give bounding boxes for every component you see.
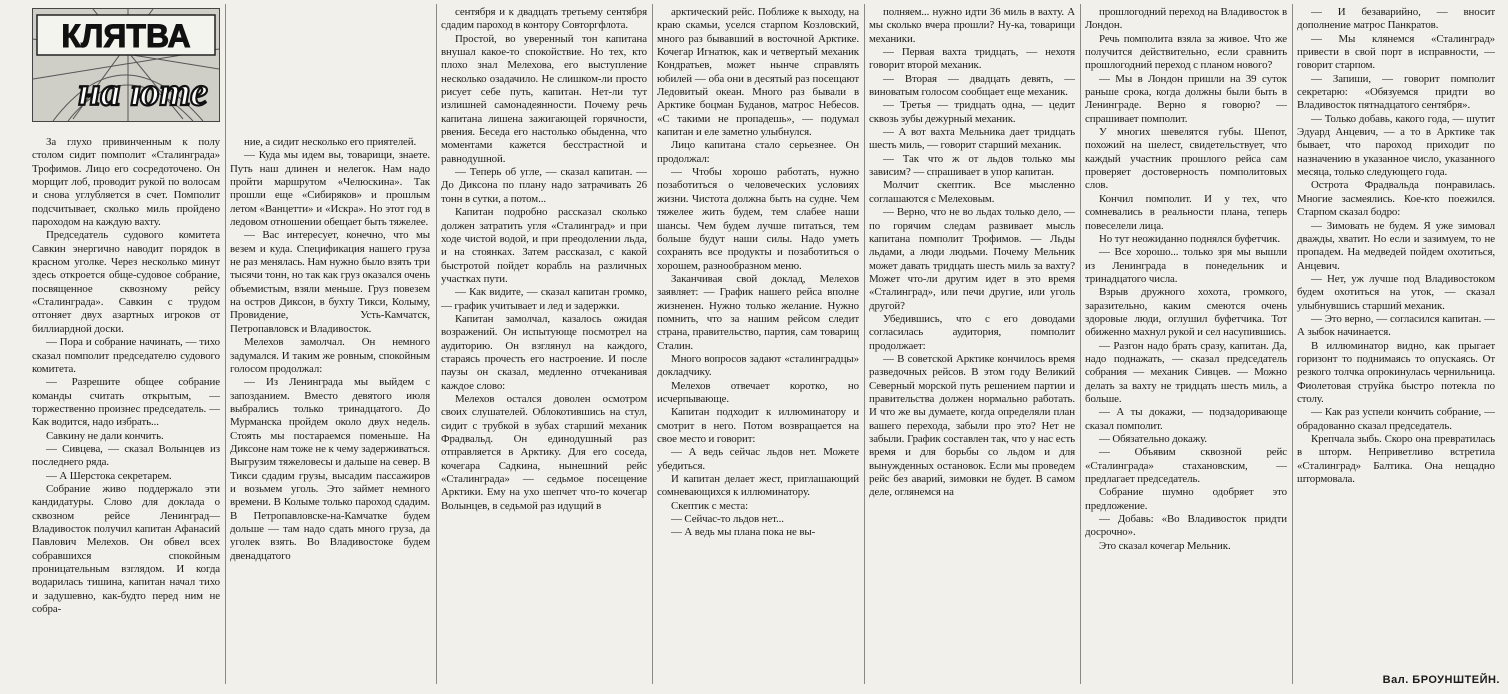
paragraph: — Сейчас-то льдов нет...: [671, 513, 784, 526]
article-column-2: [230, 136, 430, 680]
paragraph: — Мы клянемся «Сталинград» привести в свой порт в исправности, — говорит старпом.: [1297, 32, 1495, 72]
paragraph: Мелехов замолчал. Он немного задумался. И таким же ровным, спокойным голосом продолжал:: [230, 336, 430, 375]
paragraph: — Из Ленинграда мы выйдем с запозданием. Вместо девятого июля выбрались только тринадцатого. До Мурманска пройдем около двух недель. Стоять мы постараемся поменьше. На Диксоне нам тоже не к чему задерживаться. Выгрузим тяжеловесы и дальше на север. В Тикси сдадим грузы, высадим пассажиров и возьмем уголь. Это займет немного времени. В Колыме только пароход сдадим. В Петропавловске-на-Камчатке будем дольше — там надо сдать много груза, да уголек взять. Во Владивостоке будем двенадцатого: [230, 376, 430, 562]
paragraph: Капитан подходит к иллюминатору и смотрит в него. Потом возвращается на свое место и говорит:: [657, 406, 859, 445]
paragraph: — А ведь мы плана пока не вы-: [671, 526, 816, 539]
paragraph: Мелехов отвечает коротко, но исчерпывающе.: [657, 379, 859, 405]
paragraph: Речь помполита взяла за живое. Что же получится действительно, если сравнить прошлогодний переход с планом нового?: [1085, 32, 1287, 72]
paragraph: — Мы в Лондон пришли на 39 суток раньше срока, когда должны были быть в Ленинграде. Верно я говорю? — спрашивает помполит.: [1085, 72, 1287, 125]
paragraph: Капитан замолчал, казалось ожидая возражений. Он испытующе посмотрел на аудиторию. Он взглянул на каждого, стараясь прочесть его настроение. И после паузы он сказал, медленно отчеканивая каждое слово:: [441, 312, 647, 392]
paragraph: Много вопросов задают «сталинградцы» докладчику.: [657, 352, 859, 379]
paragraph: — Только добавь, какого года, — шутит Эдуард Анцевич, — а то в Арктике так бывает, что пароход приходит по назначению в указанное число, указанного месяца, только следующего года.: [1297, 112, 1495, 179]
paragraph: — Разрешите общее собрание команды считать открытым, — торжественно произнес председатель. — Как водится, надо избрать...: [32, 376, 220, 429]
paragraph: — Все хорошо... только зря мы вышли из Ленинграда в понедельник и тринадцатого числа.: [1085, 246, 1287, 285]
paragraph: — Вас интересует, конечно, что мы везем и куда. Спецификация нашего груза не раз менялась. Нам нужно было взять три тысячи тонн, но так как груз оказался очень объемистым, взяли меньше. Груз повезем на остров Диксон, в бухту Тикси, Колыму, Провидение, Усть-Камчатск, Петропавловск и Владивосток.: [230, 229, 430, 335]
paragraph: — Нет, уж лучше под Владивостоком будем охотиться на уток, — сказал улыбнувшись старший механик.: [1297, 272, 1495, 312]
paragraph: — Объявим сквозной рейс «Сталинграда» стахановским, — предлагает председатель.: [1085, 446, 1287, 486]
paragraph: Крепчала зыбь. Скоро она превратилась в шторм. Неприветливо встретила «Сталинград» Балтика. Она нещадно штормовала.: [1297, 433, 1495, 486]
paragraph: — Теперь об угле, — сказал капитан. — До Диксона по плану надо затрачивать 26 тонн в сутки, а потом...: [441, 166, 647, 205]
paragraph: Острота Фрадвальда понравилась. Многие засмеялись. Кое-кто поежился. Старпом сказал бодро:: [1297, 179, 1495, 219]
headline-subtitle: на юте: [78, 69, 208, 114]
paragraph: Собрание шумно одобряет это предложение.: [1085, 486, 1287, 512]
paragraph: сентября и к двадцать третьему сентября сдадим пароход в контору Совторгфлота.: [441, 6, 647, 32]
paragraph: — А вот вахта Мельника дает тридцать шесть миль, — говорит старший механик.: [869, 126, 1075, 152]
paragraph: — Зимовать не будем. Я уже зимовал дважды, хватит. Но если и зазимуем, то не пропадем. На медведей пойдем охотиться, Анцевич.: [1297, 219, 1495, 272]
headline-illustration: [33, 9, 219, 121]
paragraph: — Первая вахта тридцать, — нехотя говорит второй механик.: [869, 46, 1075, 72]
paragraph: Кончил помполит. И у тех, что сомневались в реальности плана, теперь повеселели лица.: [1085, 192, 1287, 232]
column-divider: [864, 4, 865, 684]
paragraph: — Вторая — двадцать девять, — виноватым голосом сообщает еще механик.: [869, 72, 1075, 99]
paragraph: — А ведь сейчас льдов нет. Можете убедиться.: [657, 446, 859, 472]
paragraph: Заканчивая свой доклад, Мелехов заявляет: — График нашего рейса вполне жизненен. Нужно только желание. Нужно помнить, что за нашим рейсом следит страна, правительство, партия, сам товарищ Сталин.: [657, 272, 859, 352]
paragraph: У многих шевелятся губы. Шепот, похожий на шелест, свидетельствует, что каждый участник прошлого рейса сам проверяет достоверность помполитовых слов.: [1085, 126, 1287, 192]
column-divider: [436, 4, 437, 684]
paragraph: — Верно, что не во льдах только дело, — по горячим следам развивает мысль капитана помполит Трофимов. — Льды льдами, а люди людьми. Почему Мельник может давать тридцать шесть миль за вахту? Может что-ли другим идет в это время «Сталинград», или печи другие, или уголь другой?: [869, 206, 1075, 312]
paragraph: — Куда мы идем вы, товарищи, знаете. Путь наш длинен и нелегок. Нам надо пройти маршрутом «Челюскина». Так прошли еще «Сибиряков» и прошлым летом «Ванцетти» и «Искра». Но этот год в ледовом отношении обещает быть тяжелее.: [230, 149, 430, 229]
paragraph: Молчит скептик. Все мысленно соглашаются с Мелеховым.: [869, 179, 1075, 205]
paragraph: — Как раз успели кончить собрание, — обрадованно сказал председатель.: [1297, 406, 1495, 432]
paragraph: — Третья — тридцать одна, — цедит сквозь зубы дежурный механик.: [869, 99, 1075, 125]
column-divider: [1292, 4, 1293, 684]
paragraph: арктический рейс. Поближе к выходу, на краю скамьи, уселся старпом Козловский, много раз бывавший в восточной Арктике. Кочегар Игнатюк, как и четвертый механик Кондратьев, может нынче справлять юбилей — оба они в десятый раз посещают Ледовитый океан. Много раз бывали в Арктике боцман Буданов, матрос Небесов. «С такими не пропадешь», — подумал капитан и еле заметно улыбнулся.: [657, 6, 859, 139]
paragraph: Собрание живо поддержало эти кандидатуры. Слово для доклада о сквозном рейсе Ленинград—Владивосток получил капитан Афанасий Павлович Мелехов. Он обвел всех собравшихся спокойным проницательным взглядом. И когда водарилась тишина, капитан начал тихо и задушевно, как-будто перед ним не собра-: [32, 482, 220, 616]
paragraph: — Обязательно докажу.: [1099, 433, 1208, 445]
paragraph: — Запиши, — говорит помполит секретарю: «Обязуемся придти во Владивосток пятнадцатого сентября».: [1297, 72, 1495, 112]
column-divider: [652, 4, 653, 684]
paragraph: Мелехов остался доволен осмотром своих слушателей. Облокотившись на стул, сидит с трубкой в зубах старший механик Фрадвальд. Он единодушный раз отправляется в Арктику. Для его соседа, кочегара Садкина, нынешний рейс «Сталинграда» — седьмое посещение Арктики. Ему на ухо шепчет что-то кочегар Волынцев, в седьмой раз идущий в: [441, 392, 647, 512]
paragraph: — И безаварийно, — вносит дополнение матрос Панкратов.: [1297, 6, 1495, 32]
paragraph: Скептик с места:: [671, 499, 749, 512]
paragraph: — Это верно, — согласился капитан. — А зыбок начинается.: [1297, 312, 1495, 339]
paragraph: — В советской Арктике кончилось время разведочных рейсов. В этом году Великий Северный морской путь решением партии и правительства должен нормально работать. И что же вы думаете, когда определяли план вашего перехода, забыли про это? Нет не забыли. График составлен так, что у нас есть время и для борьбы со льдом и для вынужденных остановок. Если мы проведем рейс без аварий, зимовки не будет. В самом деле, оглянемся на: [869, 352, 1075, 499]
paragraph: Простой, во уверенный тон капитана внушал какое-то спокойствие. Но тех, кто плохо знал Мелехова, его выступление несколько озадачило. Не слишком-ли просто рисует себе путь, капитан. Нет-ли тут излишней самонадеянности. Почему речь капитана лишена зажигающей горячности, рвения. Беседа его настолько обыденна, что моментами кажется бесстрастной и равнодушной.: [441, 32, 647, 165]
paragraph: Убедившись, что с его доводами согласилась аудитория, помполит продолжает:: [869, 312, 1075, 352]
paragraph: — Добавь: «Во Владивосток придти досрочно».: [1085, 513, 1287, 539]
paragraph: Савкину не дали кончить.: [46, 429, 164, 442]
article-column-5: [869, 6, 1075, 680]
paragraph: — Чтобы хорошо работать, нужно позаботиться о человеческих условиях жизни. Чистота должна быть на судне. Чем тяжелее жить будем, тем слабее наши шансы. Чем будем лучше питаться, тем больше будут наши силы. Надо уметь сохранять все продукты и позаботиться о хорошем, разнообразном меню.: [657, 166, 859, 272]
headline-title: КЛЯТВА: [61, 18, 191, 54]
paragraph: — Пора и собрание начинать, — тихо сказал помполит председателю судового комитета.: [32, 336, 220, 375]
paragraph: прошлогодний переход на Владивосток в Лондон.: [1085, 6, 1287, 32]
author-signature: Вал. БРОУНШТЕЙН.: [1382, 674, 1500, 686]
paragraph: — А Шерстока секретарем.: [46, 469, 172, 482]
paragraph: — Сивцева, — сказал Волынцев из последнего ряда.: [32, 442, 220, 469]
article-column-7: [1297, 6, 1495, 664]
paragraph: — А ты докажи, — подзадоривающе сказал помполит.: [1085, 406, 1287, 432]
headline-banner: [32, 8, 220, 122]
paragraph: Капитан подробно рассказал сколько должен затратить угля «Сталинград» и при ходе чистой водой, и при преодолении льда, и на стоянках. Затем рассказал, с какой быстротой пойдет корабль на различных участках пути.: [441, 206, 647, 285]
article-column-6: [1085, 6, 1287, 680]
paragraph: И капитан делает жест, приглашающий сомневающихся к иллюминатору.: [657, 473, 859, 499]
paragraph: Лицо капитана стало серьезнее. Он продолжал:: [657, 139, 859, 165]
column-divider: [1080, 4, 1081, 684]
paragraph: — Так что ж от льдов только мы зависим? — спрашивает в упор капитан.: [869, 152, 1075, 179]
paragraph: ние, а сидит несколько его приятелей.: [244, 136, 417, 148]
paragraph: Это сказал кочегар Мельник.: [1099, 539, 1231, 552]
paragraph: В иллюминатор видно, как прыгает горизонт то поднимаясь то опускаясь. От резкого толчка опрокинулась чернильница. Фиолетовая струйка быстро потекла по столу.: [1297, 339, 1495, 405]
paragraph: Председатель судового комитета Савкин энергично наводит порядок в красном уголке. Через несколько минут здесь откроется обще-судовое собрание, посвященное сквозному рейсу «Сталинграда». Савкин с трудом отгоняет двух азартных игроков от биллиардной доски.: [32, 229, 220, 335]
paragraph: — Как видите, — сказал капитан громко, — график учитывает и лед и задержки.: [441, 286, 647, 312]
paragraph: полняем... нужно идти 36 миль в вахту. А мы сколько вчера прошли? Ну-ка, товарищи механики.: [869, 6, 1075, 45]
article-column-3: [441, 6, 647, 680]
paragraph: Но тут неожиданно поднялся буфетчик.: [1099, 232, 1280, 245]
article-column-1: [32, 136, 220, 680]
paragraph: — Разгон надо брать сразу, капитан. Да, надо поднажать, — сказал председатель собрания — механик Сивцев. — Можно делать за вахту не тридцать шесть миль, а больше.: [1085, 339, 1287, 405]
article-column-4: [657, 6, 859, 680]
paragraph: За глухо привинченным к полу столом сидит помполит «Сталинграда» Трофимов. Лицо его сосредоточено. Он морщит лоб, проводит рукой по волосам и снова углубляется в счет. Помполит подсчитывает, сколько миль пройдено пароходом на каждую вахту.: [32, 136, 220, 229]
paragraph: Взрыв дружного хохота, громкого, заразительно, каким смеются очень здоровые люди, оглушил буфетчика. Тот обиженно махнул рукой и сел насупившись.: [1085, 286, 1287, 339]
column-divider: [225, 4, 226, 684]
